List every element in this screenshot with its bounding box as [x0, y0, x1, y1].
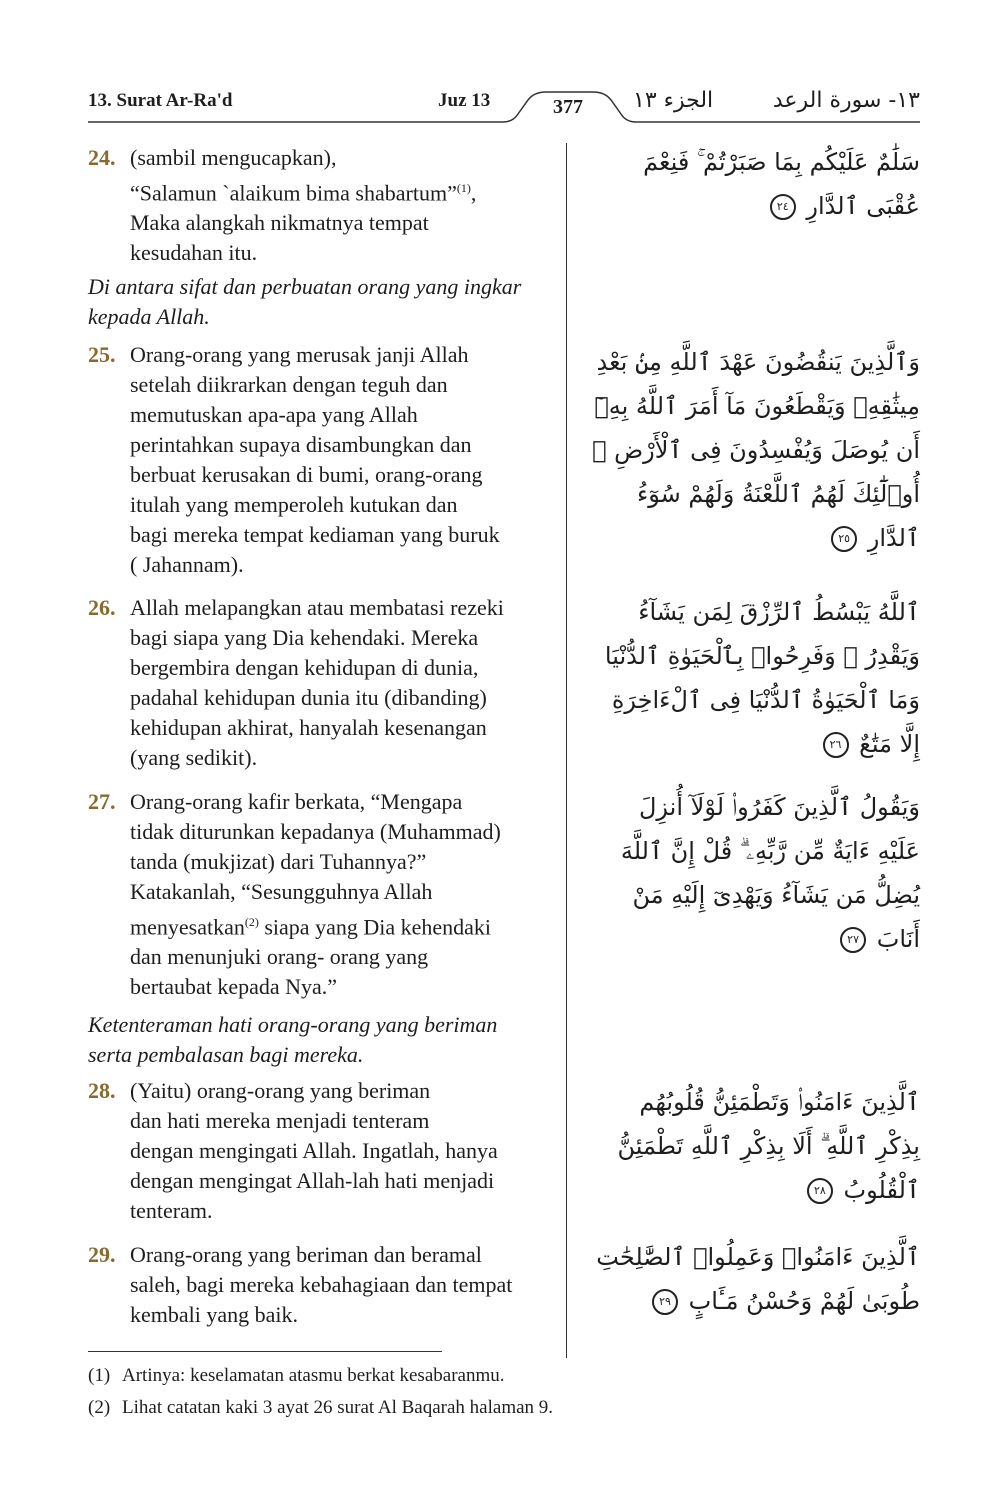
verse-line: menyesatkan — [130, 914, 245, 940]
arabic-verse-25 — [590, 340, 920, 560]
footnote-number: (1) — [88, 1365, 111, 1386]
ayah-marker: ٢٦ — [823, 732, 849, 758]
arabic-text: ٱلَّذِينَ ءَامَنُوا۟ وَتَطْمَئِنُّ قُلُوبُهُم بِذِكْرِ ٱللَّهِ ۗ أَلَا بِذِكْرِ ٱللَّهِ تَطْمَئِنُّ ٱلْقُلُوبُ — [617, 1088, 920, 1204]
arabic-verse-29 — [590, 1235, 920, 1323]
page-number: 377 — [553, 96, 583, 118]
arabic-text: ٱلَّذِينَ ءَامَنُوا۟ وَعَمِلُوا۟ ٱلصَّٰلِحَٰتِ طُوبَىٰ لَهُمْ وَحُسْنُ مَـَٔابٍ — [596, 1243, 920, 1315]
ayah-marker: ٢٥ — [831, 526, 857, 552]
verse-translation — [130, 143, 558, 268]
page-header — [88, 88, 920, 128]
verse-24 — [88, 143, 558, 268]
ayah-marker: ٢٤ — [770, 194, 796, 220]
verse-number: 27. — [88, 789, 116, 814]
verse-translation: Orang-orang yang merusak janji Allah setelah diikrarkan dengan teguh dan memutuskan apa-apa yang Allah perintahkan supaya disambungkan dan berbuat kerusakan di bumi, orang-orang itulah yang memperoleh kutukan dan bagi mereka tempat kediaman yang buruk ( Jahannam). — [130, 342, 500, 577]
footnote-number: (2) — [88, 1397, 111, 1418]
verse-29 — [88, 1240, 558, 1330]
verse-number: 26. — [88, 595, 116, 620]
footnote-text: Lihat catatan kaki 3 ayat 26 surat Al Baqarah halaman 9. — [122, 1397, 554, 1418]
arabic-text: وَيَقُولُ ٱلَّذِينَ كَفَرُوا۟ لَوْلَآ أُنزِلَ عَلَيْهِ ءَايَةٌ مِّن رَّبِّهِۦ ۗ قُلْ إِنَّ ٱللَّهَ يُضِلُّ مَن يَشَآءُ وَيَهْدِىٓ إِلَيْهِ مَنْ أَنَابَ — [620, 793, 920, 953]
footnote-ref[interactable]: (1) — [456, 181, 471, 195]
column-divider — [566, 143, 567, 1358]
footnote-1 — [88, 1364, 505, 1388]
verse-25 — [88, 340, 558, 580]
ayah-marker: ٢٧ — [840, 927, 866, 953]
verse-translation: Allah melapangkan atau membatasi rezeki bagi siapa yang Dia kehendaki. Mereka bergembira dengan kehidupan di dunia, padahal kehidupan dunia itu (dibanding) kehidupan akhirat, hanyalah kesenangan (yang sedikit). — [130, 595, 504, 770]
surah-title: 13. Surat Ar-Ra'd — [88, 90, 233, 111]
verse-translation — [130, 787, 558, 1002]
verse-28 — [88, 1076, 558, 1226]
verse-line: , — [470, 180, 477, 206]
footnote-text: Artinya: keselamatan atasmu berkat kesabaranmu. — [122, 1365, 505, 1386]
arabic-verse-24 — [590, 140, 920, 228]
verse-number: 29. — [88, 1242, 116, 1267]
verse-line: Orang-orang kafir berkata, “Mengapa tidak diturunkan kepadanya (Muhammad) tanda (mukjizat) dari Tuhannya?” Katakanlah, “Sesungguhnya Allah — [130, 789, 501, 904]
verse-line: “Salamun `alaikum bima shabartum” — [130, 180, 457, 206]
arabic-text: سَلَٰمٌ عَلَيْكُم بِمَا صَبَرْتُمْ ۚ فَنِعْمَ عُقْبَى ٱلدَّارِ — [643, 148, 920, 220]
section-heading: Di antara sifat dan perbuatan orang yang ingkar kepada Allah. — [88, 274, 522, 329]
arabic-verse-27 — [590, 785, 920, 961]
footnote-2 — [88, 1396, 553, 1420]
verse-27 — [88, 787, 558, 1002]
ayah-marker: ٢٨ — [807, 1178, 833, 1204]
verse-number: 24. — [88, 145, 116, 170]
verse-line: dan menunjuki orang- orang yang bertaubat kepada Nya.” — [130, 944, 429, 1000]
verse-line: (sambil mengucapkan), — [130, 145, 337, 170]
verse-number: 25. — [88, 342, 116, 367]
arabic-text: وَٱلَّذِينَ يَنقُضُونَ عَهْدَ ٱللَّهِ مِنۢ بَعْدِ مِيثَٰقِهِۦ وَيَقْطَعُونَ مَآ أَمَرَ ٱللَّهُ بِهِۦٓ أَن يُوصَلَ وَيُفْسِدُونَ فِى ٱلْأَرْضِ ۙ أُو۟لَٰٓئِكَ لَهُمُ ٱللَّعْنَةُ وَلَهُمْ سُوٓءُ ٱلدَّارِ — [592, 348, 920, 552]
juz-label: Juz 13 — [438, 90, 491, 111]
verse-number: 28. — [88, 1078, 116, 1103]
verse-translation: (Yaitu) orang-orang yang beriman dan hati mereka menjadi tenteram dengan mengingati Allah. Ingatlah, hanya dengan mengingat Allah-lah hati menjadi tenteram. — [130, 1078, 498, 1223]
arabic-juz-label: الجزء ١٣ — [633, 88, 714, 113]
arabic-surah-title: ١٣- سورة الرعد — [772, 88, 920, 113]
verse-line: siapa yang Dia kehendaki — [258, 914, 491, 940]
section-heading: Ketenteraman hati orang-orang yang beriman serta pembalasan bagi mereka. — [88, 1012, 498, 1067]
ayah-marker: ٢٩ — [652, 1289, 678, 1315]
footnote-rule — [88, 1351, 442, 1352]
verse-26 — [88, 593, 558, 773]
arabic-verse-26 — [590, 590, 920, 766]
verse-line: Maka alangkah nikmatnya tempat kesudahan itu. — [130, 210, 429, 266]
verse-translation: Orang-orang yang beriman dan beramal saleh, bagi mereka kebahagiaan dan tempat kembali yang baik. — [130, 1242, 513, 1327]
arabic-verse-28 — [590, 1080, 920, 1212]
arabic-text: ٱللَّهُ يَبْسُطُ ٱلرِّزْقَ لِمَن يَشَآءُ وَيَقْدِرُ ۚ وَفَرِحُوا۟ بِٱلْحَيَوٰةِ ٱلدُّنْيَا وَمَا ٱلْحَيَوٰةُ ٱلدُّنْيَا فِى ٱلْءَاخِرَةِ إِلَّا مَتَٰعٌ — [604, 598, 920, 758]
footnote-ref[interactable]: (2) — [244, 915, 259, 929]
